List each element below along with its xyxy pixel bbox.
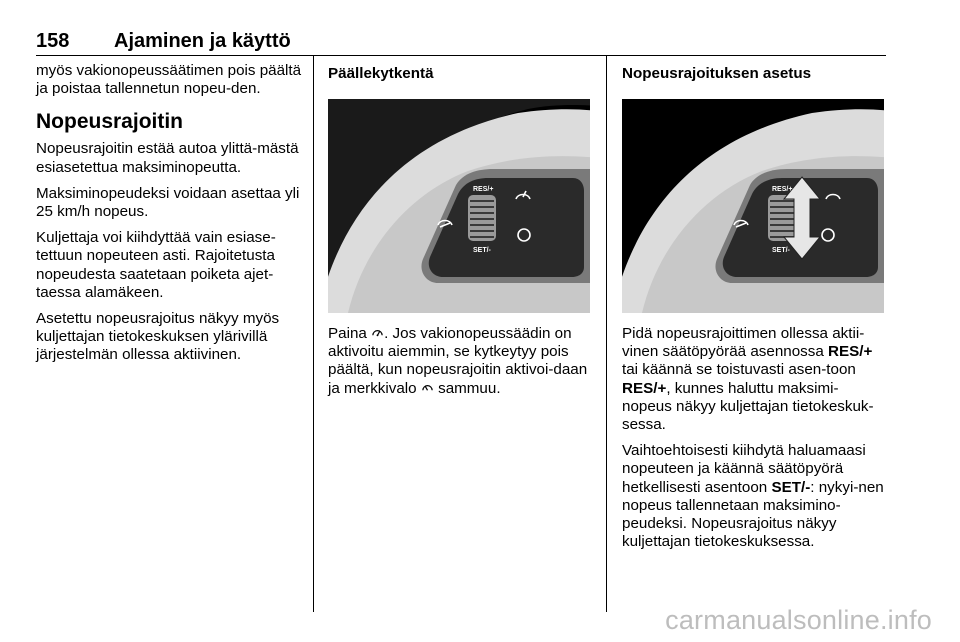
cruise-control-icon: [421, 381, 434, 394]
figure-label-res: RES/+: [772, 186, 793, 193]
paragraph-acceleration: Kuljettaja voi kiihdyttää vain esiase-tettuun nopeuteen asti. Rajoitetusta nopeudesta saatetaan poiketa ajet-taessa alamäkeen.: [36, 229, 276, 301]
figure-label-set: SET/-: [772, 247, 790, 254]
page-number: 158: [36, 30, 70, 52]
paragraph-activation: Paina . Jos vakionopeussäädin on aktivoitu aiemmin, se kytkeytyy pois päältä, kun nopeusrajoitin aktivoi-daan ja merkkivalo sammuu.: [328, 325, 588, 397]
speed-limiter-icon: [371, 326, 384, 339]
paragraph-setting-hold: Pidä nopeusrajoittimen ollessa aktii-vinen säätöpyörää asennossa RES/+ tai käännä se toistuvasti asen-toon RES/+, kunnes haluttu maksimi-nopeus näkyy kuljettajan tietokeskuk-sessa.: [622, 325, 874, 434]
section-title: Nopeusrajoitin: [36, 110, 184, 134]
figure-label-set: SET/-: [473, 247, 491, 254]
paragraph-setting-alt: Vaihtoehtoisesti kiihdytä haluamaasi nopeuteen ja käännä säätöpyörä hetkellisesti asentoon SET/-: nykyi-nen nopeus tallennetaan maksimino-peudeksi. Nopeusrajoitus näkyy kuljettajan tietokeskuksessa.: [622, 442, 884, 551]
term-res-plus-2: RES/+: [622, 379, 667, 397]
steering-wheel-figure: [328, 99, 590, 313]
page-header: [36, 30, 886, 52]
column-2: [328, 62, 594, 406]
paragraph-min-speed: Maksiminopeudeksi voidaan asettaa yli 25 km/h nopeus.: [36, 184, 300, 221]
column-1: [36, 62, 302, 373]
term-set-minus: SET/-: [771, 478, 811, 496]
chapter-title: Ajaminen ja käyttö: [114, 30, 291, 52]
column-divider-2: [606, 56, 607, 612]
column-3: [622, 62, 888, 559]
paragraph-intro: Nopeusrajoitin estää autoa ylittä-mästä esiasetettua maksiminopeutta.: [36, 140, 299, 176]
paragraph-display: Asetettu nopeusrajoitus näkyy myös kuljettajan tietokeskuksen ylärivillä järjestelmän ollessa aktiivinen.: [36, 310, 280, 364]
figure-label-res: RES/+: [473, 186, 494, 193]
paragraph-continued: myös vakionopeussäätimen pois päältä ja poistaa tallennetun nopeu-den.: [36, 62, 302, 98]
steering-wheel-figure-arrow: [622, 99, 884, 313]
subheading-setting: Nopeusrajoituksen asetus: [622, 65, 812, 82]
subheading-activation: Päällekytkentä: [328, 65, 434, 82]
column-divider-1: [313, 56, 314, 612]
term-res-plus: RES/+: [828, 343, 873, 361]
header-rule: [36, 55, 886, 56]
watermark: carmanualsonline.info: [665, 605, 932, 635]
